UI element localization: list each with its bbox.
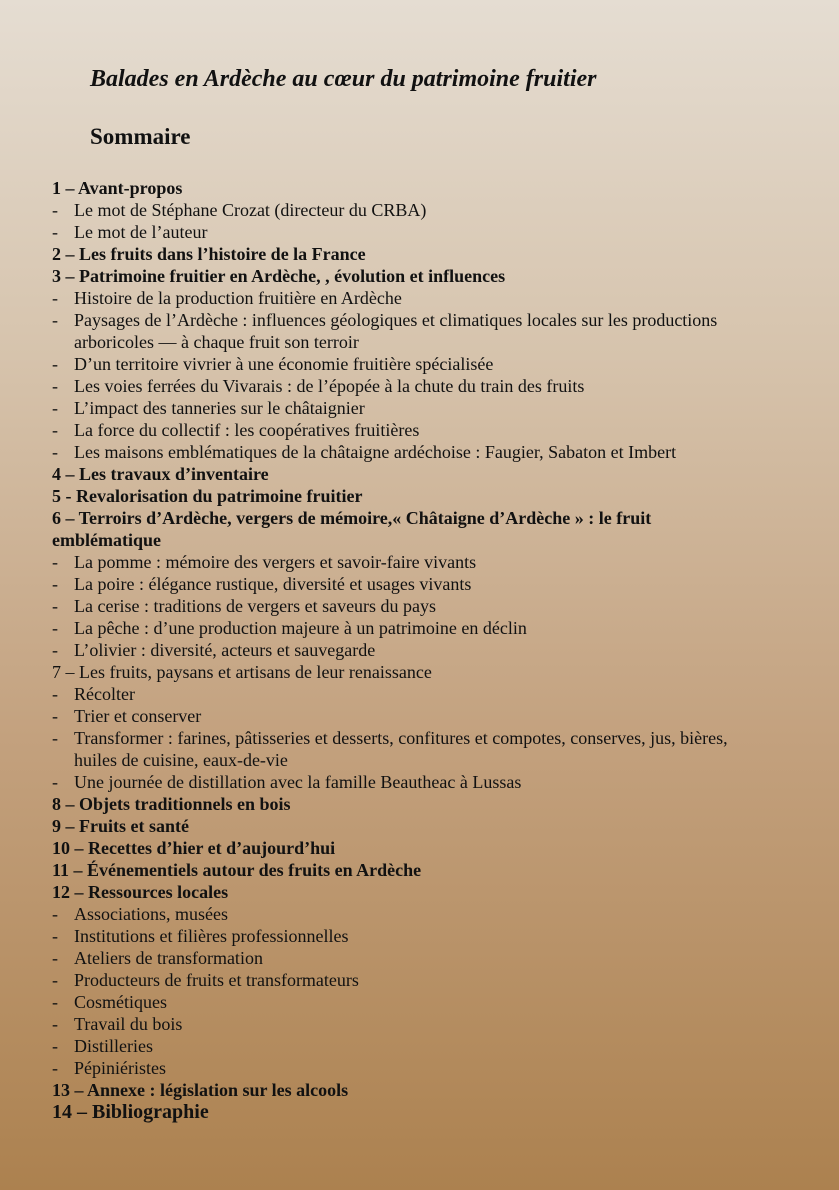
toc-section-3: 3 – Patrimoine fruitier en Ardèche, , évolution et influences xyxy=(52,266,506,286)
bullet-dash: - xyxy=(52,596,58,616)
toc-section-1: 1 – Avant-propos xyxy=(52,178,183,198)
toc-item: - Ateliers de transformation xyxy=(52,948,263,968)
toc-section-7: 7 – Les fruits, paysans et artisans de leur renaissance xyxy=(52,662,432,682)
bullet-dash: - xyxy=(52,640,58,660)
toc-item: - Pépiniéristes xyxy=(52,1058,166,1078)
toc-section-4: 4 – Les travaux d’inventaire xyxy=(52,464,269,484)
toc-item: - Institutions et filières professionnelles xyxy=(52,926,349,946)
toc-item: - La pêche : d’une production majeure à un patrimoine en déclin xyxy=(52,618,527,638)
toc-section-8: 8 – Objets traditionnels en bois xyxy=(52,794,291,814)
document-title: Balades en Ardèche au cœur du patrimoine fruitier xyxy=(90,66,597,92)
toc-item: - Travail du bois xyxy=(52,1014,183,1034)
toc-item: - L’impact des tanneries sur le châtaignier xyxy=(52,398,365,418)
toc-section-6: 6 – Terroirs d’Ardèche, vergers de mémoire,« Châtaigne d’Ardèche » : le fruit emblématique xyxy=(52,508,652,550)
bullet-dash: - xyxy=(52,288,58,308)
bullet-dash: - xyxy=(52,948,58,968)
toc-item: - Trier et conserver xyxy=(52,706,202,726)
toc-item: - Transformer : farines, pâtisseries et desserts, confitures et compotes, conserves, jus, bières, huiles de cuisine, eaux-de-vie xyxy=(52,728,728,770)
bullet-dash: - xyxy=(52,684,58,704)
toc-item: - Paysages de l’Ardèche : influences géologiques et climatiques locales sur les productions arboricoles — à chaque fruit son terroir xyxy=(52,310,718,352)
toc-item: - La poire : élégance rustique, diversité et usages vivants xyxy=(52,574,472,594)
toc-item: - La cerise : traditions de vergers et saveurs du pays xyxy=(52,596,437,616)
toc-item: - Le mot de l’auteur xyxy=(52,222,208,242)
bullet-dash: - xyxy=(52,310,58,330)
bullet-dash: - xyxy=(52,706,58,726)
toc-item: - L’olivier : diversité, acteurs et sauvegarde xyxy=(52,640,376,660)
toc-item: - Producteurs de fruits et transformateurs xyxy=(52,970,359,990)
toc-section-14: 14 – Bibliographie xyxy=(52,1101,209,1123)
bullet-dash: - xyxy=(52,442,58,462)
toc-section-10: 10 – Recettes d’hier et d’aujourd’hui xyxy=(52,838,336,858)
bullet-dash: - xyxy=(52,354,58,374)
toc-item: - Le mot de Stéphane Crozat (directeur du CRBA) xyxy=(52,200,427,220)
bullet-dash: - xyxy=(52,618,58,638)
bullet-dash: - xyxy=(52,1058,58,1078)
toc-section-11: 11 – Événementiels autour des fruits en Ardèche xyxy=(52,860,422,880)
toc-item: - Une journée de distillation avec la famille Beautheac à Lussas xyxy=(52,772,522,792)
bullet-dash: - xyxy=(52,1036,58,1056)
bullet-dash: - xyxy=(52,552,58,572)
toc-section-13: 13 – Annexe : législation sur les alcools xyxy=(52,1080,349,1100)
bullet-dash: - xyxy=(52,728,58,748)
toc-item: - Les voies ferrées du Vivarais : de l’épopée à la chute du train des fruits xyxy=(52,376,585,396)
bullet-dash: - xyxy=(52,200,58,220)
bullet-dash: - xyxy=(52,992,58,1012)
toc-section-9: 9 – Fruits et santé xyxy=(52,816,189,836)
toc-section-12: 12 – Ressources locales xyxy=(52,882,229,902)
toc-item: - Récolter xyxy=(52,684,135,704)
bullet-dash: - xyxy=(52,904,58,924)
toc-section-2: 2 – Les fruits dans l’histoire de la France xyxy=(52,244,366,264)
toc-item: - Cosmétiques xyxy=(52,992,167,1012)
bullet-dash: - xyxy=(52,970,58,990)
toc-item: - La force du collectif : les coopératives fruitières xyxy=(52,420,420,440)
bullet-dash: - xyxy=(52,398,58,418)
toc-item: - D’un territoire vivrier à une économie fruitière spécialisée xyxy=(52,354,494,374)
toc-heading: Sommaire xyxy=(90,124,191,149)
toc-item: - Les maisons emblématiques de la châtaigne ardéchoise : Faugier, Sabaton et Imbert xyxy=(52,442,677,462)
toc-item: - La pomme : mémoire des vergers et savoir-faire vivants xyxy=(52,552,477,572)
bullet-dash: - xyxy=(52,574,58,594)
bullet-dash: - xyxy=(52,772,58,792)
toc-section-5: 5 - Revalorisation du patrimoine fruitier xyxy=(52,486,363,506)
toc-item: - Histoire de la production fruitière en Ardèche xyxy=(52,288,402,308)
bullet-dash: - xyxy=(52,926,58,946)
toc-item: - Associations, musées xyxy=(52,904,228,924)
bullet-dash: - xyxy=(52,376,58,396)
table-of-contents xyxy=(52,177,752,1123)
bullet-dash: - xyxy=(52,222,58,242)
bullet-dash: - xyxy=(52,1014,58,1034)
toc-item: - Distilleries xyxy=(52,1036,153,1056)
bullet-dash: - xyxy=(52,420,58,440)
